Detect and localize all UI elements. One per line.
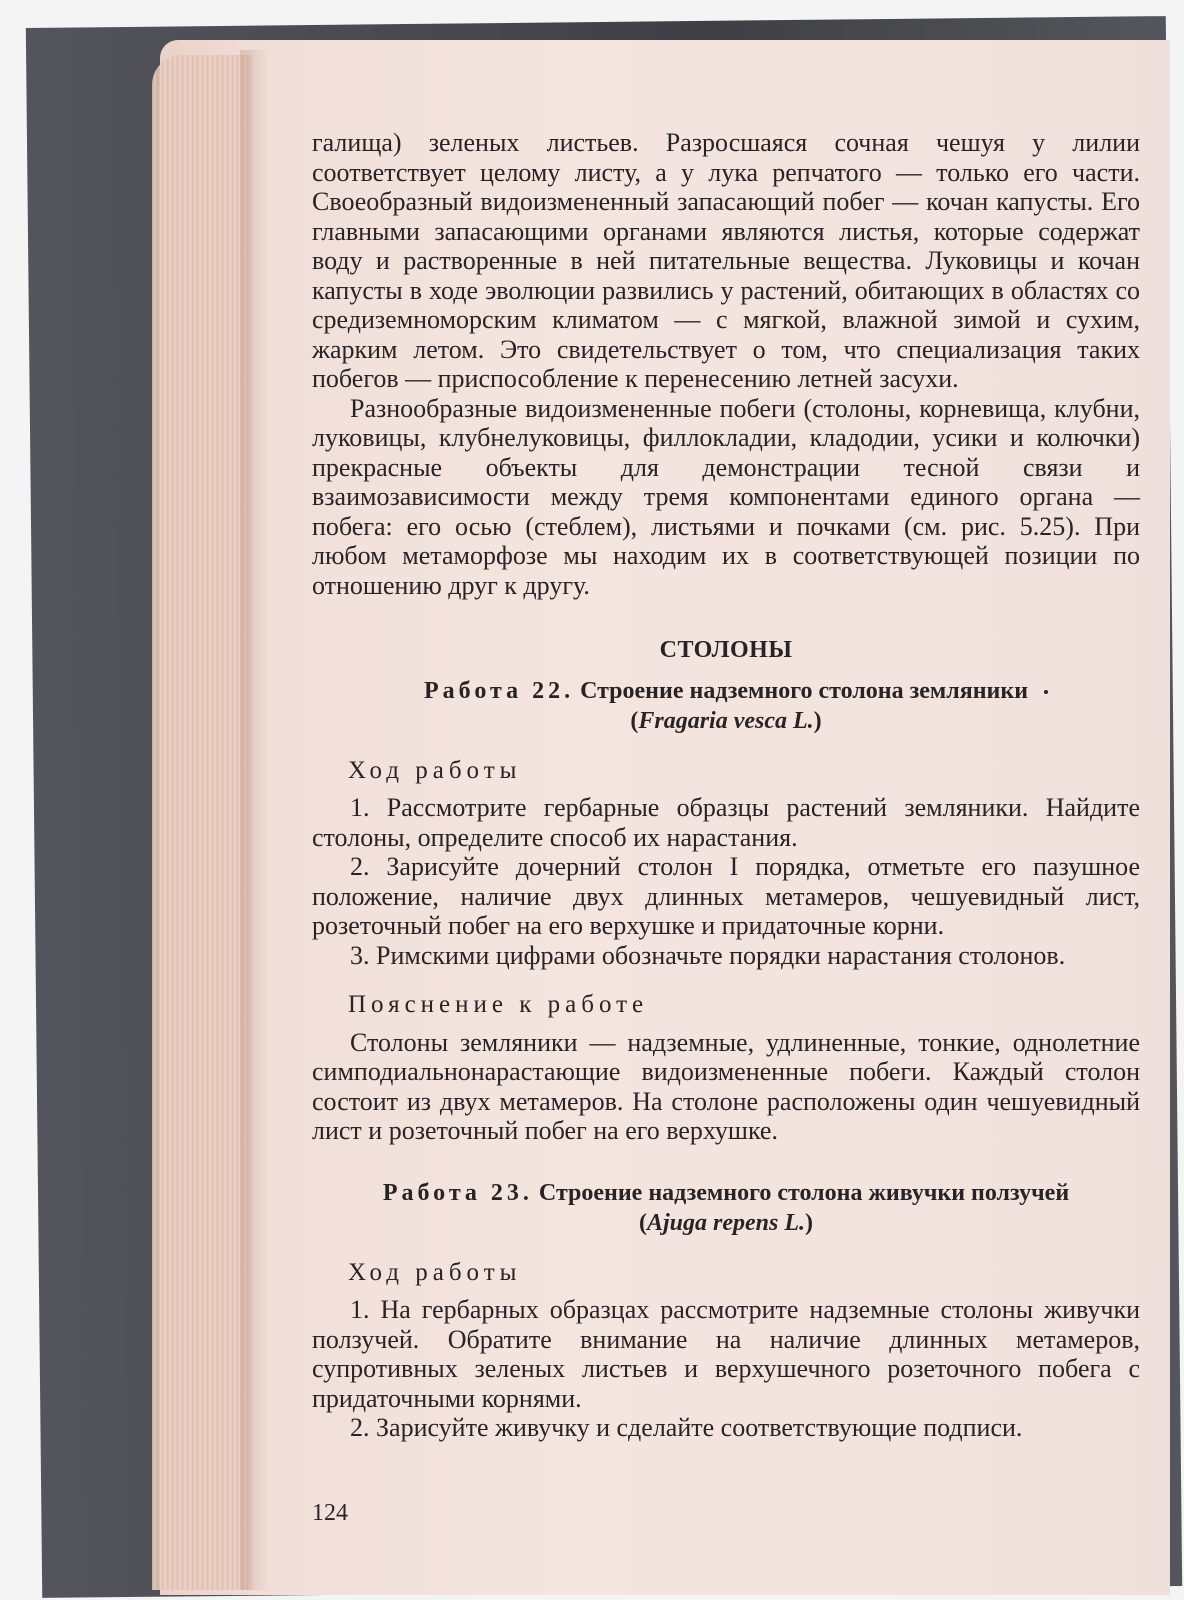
work-22-latin-close: ) [813, 707, 822, 734]
work-22-label: Работа 22. [423, 677, 575, 704]
work-22-step-2: 2. Зарисуйте дочерний столон I порядка, отметьте его пазушное положение, наличие двух длинных метамеров, чешуевидный лист, розеточный побег на его верхушке и придаточные корни. [312, 852, 1140, 940]
work-23-name: Строение надземного столона живучки ползучей [538, 1179, 1070, 1206]
work-23-latin-close: ) [805, 1209, 813, 1236]
intro-paragraph-2: Разнообразные видоизмененные побеги (столоны, корневища, клубни, луковицы, клубнелуковицы, филлокладии, кладодии, усики и колючки) прекрасные объекты для демонстрации тесной связи и взаимозависимости между тремя компонентами единого органа — побега: его осью (стеблем), листьями и почками (см. рис. 5.25). При любом метаморфозе мы находим их в соответствующей позиции по отношению друг к другу. [312, 393, 1140, 600]
work-23-progress-heading: Ход работы [348, 1258, 522, 1286]
work-23-latin: Ajuga repens L. [646, 1209, 805, 1236]
work-23-latin-open: ( [638, 1209, 647, 1236]
work-22-explanation-heading: Пояснение к работе [348, 991, 649, 1018]
work-22-latin: Fragaria vesca L. [638, 707, 814, 734]
page-text [312, 128, 1140, 1443]
work-23-step-1: 1. На гербарных образцах рассмотрите надземные столоны живучки ползучей. Обратите внимание на наличие длинных метамеров, супротивных зеленых листьев и верхушечного розеточного побега с придаточными корнями. [312, 1295, 1140, 1413]
work-23-step-2: 2. Зарисуйте живучку и сделайте соответствующие подписи. [350, 1413, 1023, 1442]
work-22-title [312, 676, 1140, 736]
work-23-label: Работа 23. [382, 1179, 533, 1206]
spacer [312, 1146, 1140, 1168]
page-gutter-shade [240, 50, 270, 1590]
page-number: 124 [312, 1500, 348, 1526]
work-22-explanation: Столоны земляники — надземные, удлиненные, тонкие, однолетние симподиальнонарастающие видоизмененные побеги. Каждый столон состоит из двух метамеров. На столоне расположены один чешуевидный лист и розеточный побег на его верхушке. [312, 1027, 1140, 1145]
work-22-latin-open: ( [630, 707, 639, 734]
work-23-title [312, 1178, 1140, 1238]
section-title: СТОЛОНЫ [659, 637, 793, 663]
work-22-step-1: 1. Рассмотрите гербарные образцы растений земляники. Найдите столоны, определите способ их нарастания. [312, 793, 1140, 852]
intro-paragraph-1: галища) зеленых листьев. Разросшаяся сочная чешуя у лилии соответствует целому листу, а у лука репчатого — только его части. Своеобразный видоизмененный запасающий побег — кочан капусты. Его главными запасающими органами являются листья, которые содержат воду и растворенные в ней питательные вещества. Луковицы и кочан капусты в ходе эволюции развились у растений, обитающих в областях со средиземноморским климатом — с мягкой, влажной зимой и сухим, жарким летом. Это свидетельствует о том, что специализация таких побегов — приспособление к перенесению летней засухи. [312, 128, 1140, 393]
work-22-step-3: 3. Римскими цифрами обозначьте порядки нарастания столонов. [350, 940, 1066, 970]
work-22-progress-heading: Ход работы [348, 756, 522, 784]
work-22-name: Строение надземного столона земляники [580, 677, 1029, 704]
page-stack-edges [152, 55, 252, 1590]
